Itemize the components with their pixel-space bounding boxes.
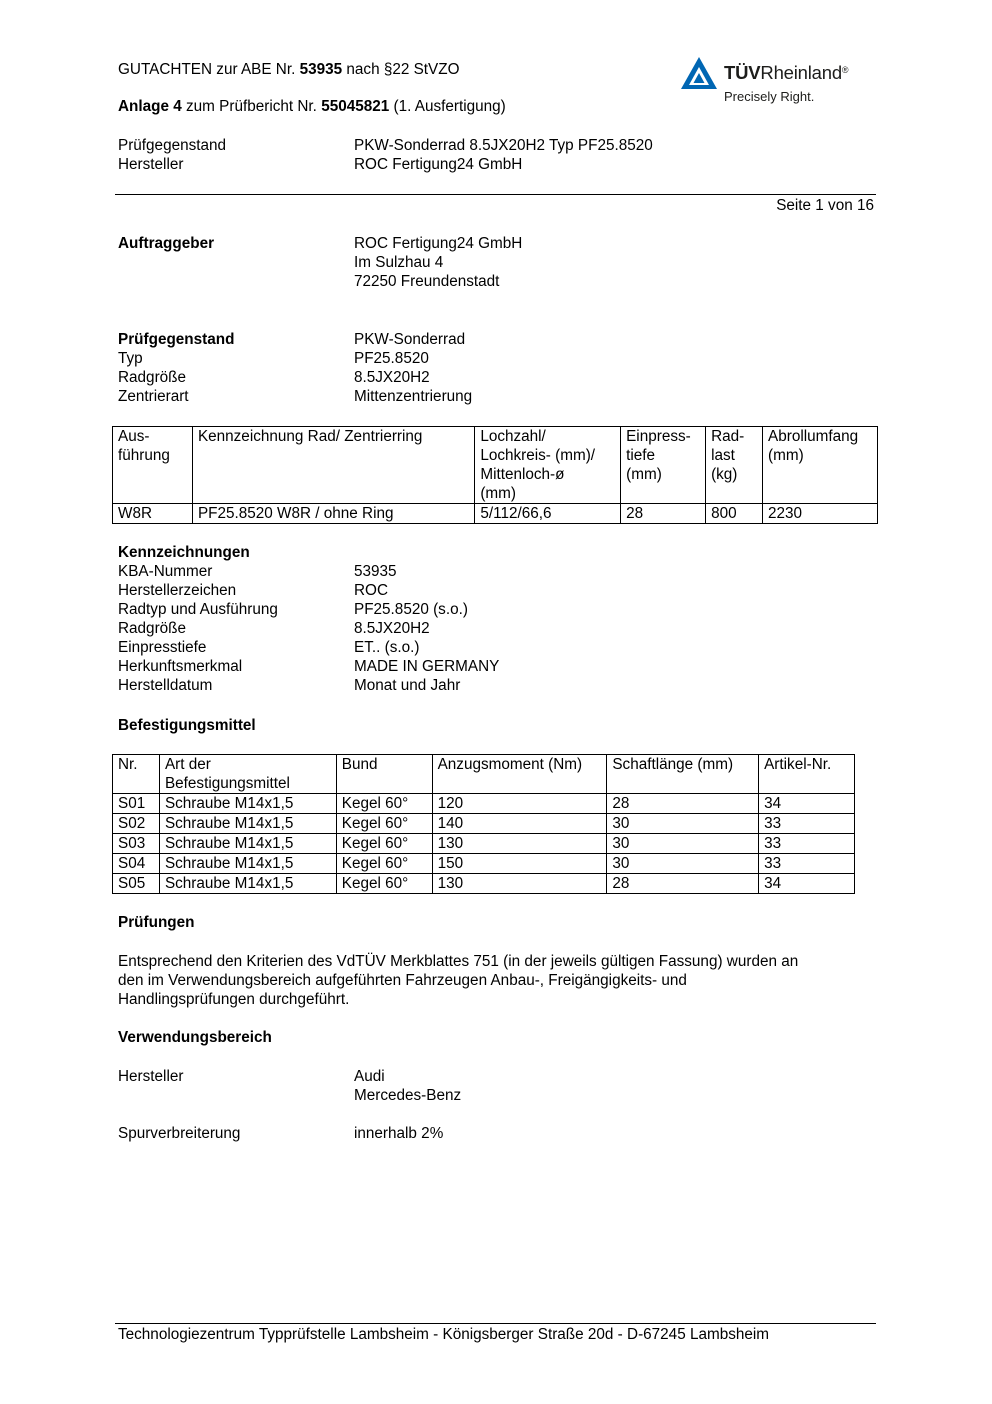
table-cell: 800 [706,504,763,524]
footer-text: Technologiezentrum Typprüfstelle Lambsheim - Königsberger Straße 20d - D-67245 Lambsheim [118,1326,770,1343]
markings-row: Radtyp und Ausführung PF25.8520 (s.o.) [118,601,468,618]
table-header-row [113,427,878,504]
table-row: S04 Schraube M14x1,5 Kegel 60° 150 30 33 [113,854,855,874]
markings-row: Herstellerzeichen ROC [118,582,388,599]
tuv-triangle-icon [680,56,718,92]
header-cell: Lochzahl/ Lochkreis- (mm)/ Mittenloch-ø (mm) [475,427,621,504]
usage-manufacturer-label: Hersteller [118,1068,184,1085]
usage-manufacturer-list [354,1067,461,1105]
markings-row: KBA-Nummer 53935 [118,563,397,580]
table-cell: W8R [113,504,193,524]
markings-row: Radgröße 8.5JX20H2 [118,620,430,637]
header-divider [115,194,876,195]
table-cell: 28 [621,504,706,524]
report-title: GUTACHTEN zur ABE Nr. 53935 nach §22 StVZO [118,61,460,78]
table-cell: PF25.8520 W8R / ohne Ring [192,504,474,524]
tuv-rheinland-logo [680,56,870,102]
table-row: S03 Schraube M14x1,5 Kegel 60° 130 30 33 [113,834,855,854]
header-cell: Aus- führung [113,427,193,504]
abe-number: 53935 [299,61,343,78]
report-subtitle: Anlage 4 zum Prüfbericht Nr. 55045821 (1. Ausfertigung) [118,98,506,115]
header-cell: Einpress- tiefe (mm) [621,427,706,504]
footer-divider [115,1323,876,1324]
variants-table [112,426,878,524]
table-cell: 5/112/66,6 [475,504,621,524]
markings-row: Herstelldatum Monat und Jahr [118,677,461,694]
fasteners-table [112,754,855,894]
client-label: Auftraggeber [118,235,215,252]
list-item: Audi [354,1068,385,1085]
page-number: Seite 1 von 16 [776,197,874,214]
tuv-slogan: Precisely Right. [724,89,815,104]
test-report-number: 55045821 [321,98,390,115]
test-object-section: Prüfgegenstand PKW-Sonderrad Typ PF25.8520 Radgröße 8.5JX20H2 Zentrierart Mittenzentrierung [118,331,473,405]
header-cell: Nr. [113,755,160,794]
tuv-wordmark: TÜVRheinland® [724,62,849,83]
table-row [113,504,878,524]
header-cell: Anzugsmoment (Nm) [432,755,607,794]
markings-section [118,543,718,695]
table-row: S05 Schraube M14x1,5 Kegel 60° 130 28 34 [113,874,855,894]
header-cell: Kennzeichnung Rad/ Zentrierring [192,427,474,504]
markings-row: Einpresstiefe ET.. (s.o.) [118,639,420,656]
table-cell: 2230 [763,504,878,524]
tests-paragraph: Entsprechend den Kriterien des VdTÜV Merkblattes 751 (in der jeweils gültigen Fassung) wurden an den im Verwendungsbereich aufgeführten Fahrzeugen Anbau-, Freigängigkeits- und Handlingsprüfungen durchgeführt. [118,953,799,1008]
header-cell: Art der Befestigungsmittel [159,755,336,794]
header-cell: Rad- last (kg) [706,427,763,504]
markings-title: Kennzeichnungen [118,544,250,561]
header-cell: Artikel-Nr. [759,755,855,794]
header-cell: Schaftlänge (mm) [607,755,759,794]
table-row: S02 Schraube M14x1,5 Kegel 60° 140 30 33 [113,814,855,834]
markings-row: Herkunftsmerkmal MADE IN GERMANY [118,658,500,675]
fasteners-title: Befestigungsmittel [118,717,256,734]
table-header-row [113,755,855,794]
header-cell: Bund [336,755,432,794]
list-item: Mercedes-Benz [354,1087,462,1104]
table-row: S01 Schraube M14x1,5 Kegel 60° 120 28 34 [113,794,855,814]
header-cell: Abrollumfang (mm) [763,427,878,504]
usage-title: Verwendungsbereich [118,1029,272,1046]
client-address: ROC Fertigung24 GmbH Im Sulzhau 4 72250 Freundenstadt [354,235,523,290]
tests-title: Prüfungen [118,914,195,931]
